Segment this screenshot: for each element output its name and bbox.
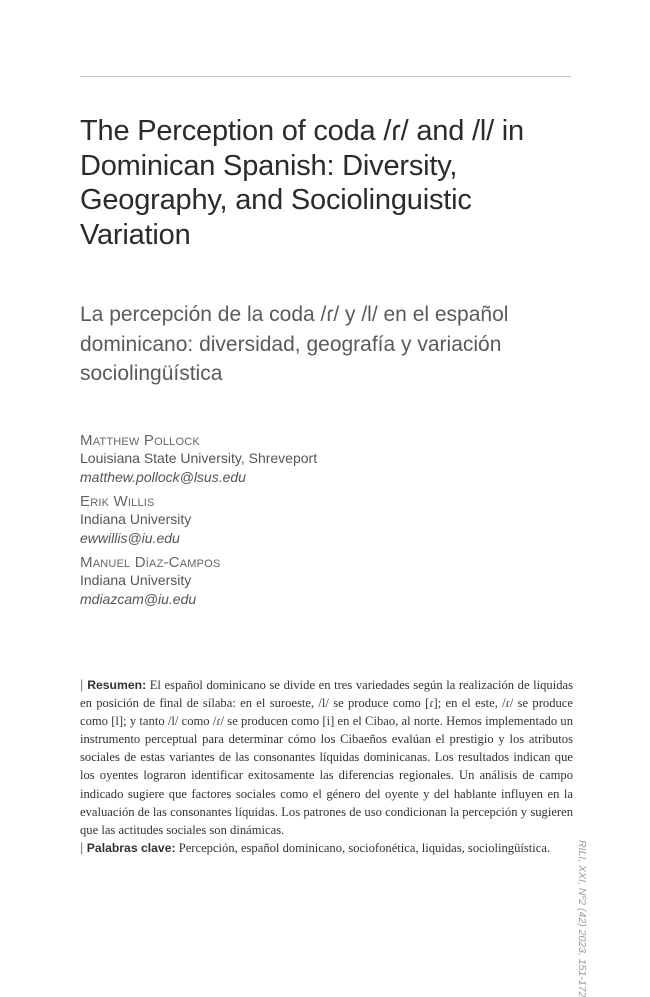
author-name: Matthew Pollock <box>80 432 200 449</box>
top-rule <box>80 76 571 77</box>
author-block <box>80 432 480 487</box>
keywords-label: Palabras clave: <box>86 840 176 855</box>
keywords-text: Percepción, español dominicano, sociofonética, liquidas, sociolingüística. <box>178 840 551 855</box>
author-email[interactable]: matthew.pollock@lsus.edu <box>80 469 246 485</box>
separator-bar: | <box>80 678 88 692</box>
abstract-text: El español dominicano se divide en tres variedades según la realización de liquidas en posición de final de sílaba: en el suroeste, /l/ se produce como [ɾ]; en el este, /ɾ/ se produce como [l]; y tanto /l/ como /ɾ/ se producen como [i] en el Cibao, al norte. Hemos implementado un instrumento perceptual para determinar cómo los Cibaeños evalúan el prestigio y los atributos sociales de estas variantes de las consonantes líquidas dominicanas. Los resultados indican que los oyentes lograron identificar exitosamente las diferencias regionales. Un análisis de campo indicado sugiere que factores sociales como el género del oyente y del hablante influyen en la evaluación de las consonantes líquidas. Los patrones de uso condicionan la percepción y sugieren que las actitudes sociales son dinámicas. <box>80 678 573 837</box>
author-list <box>80 432 480 615</box>
author-affiliation: Louisiana State University, Shreveport <box>80 450 318 466</box>
author-affiliation: Indiana University <box>80 572 192 588</box>
keywords-paragraph <box>80 839 573 857</box>
author-email[interactable]: ewwillis@iu.edu <box>80 530 180 546</box>
paper-subtitle: La percepción de la coda /ɾ/ y /l/ en el español dominicano: diversidad, geografía y variación sociolingüística <box>80 303 509 385</box>
author-block <box>80 554 480 609</box>
paper-title: The Perception of coda /ɾ/ and /l/ in Dominican Spanish: Diversity, Geography, and Sociolinguistic Variation <box>80 115 524 251</box>
journal-side-reference: RILI, XXI, Nº2 (42) 2023, 151-172 <box>576 840 588 997</box>
abstract-section <box>80 676 573 857</box>
author-block <box>80 493 480 548</box>
author-affiliation: Indiana University <box>80 511 192 527</box>
author-name: Manuel Díaz-Campos <box>80 554 221 571</box>
abstract-label: Resumen: <box>87 678 147 692</box>
separator-bar: | <box>80 840 87 855</box>
author-email[interactable]: mdiazcam@iu.edu <box>80 591 197 607</box>
abstract-paragraph <box>80 676 573 839</box>
author-name: Erik Willis <box>80 493 155 510</box>
